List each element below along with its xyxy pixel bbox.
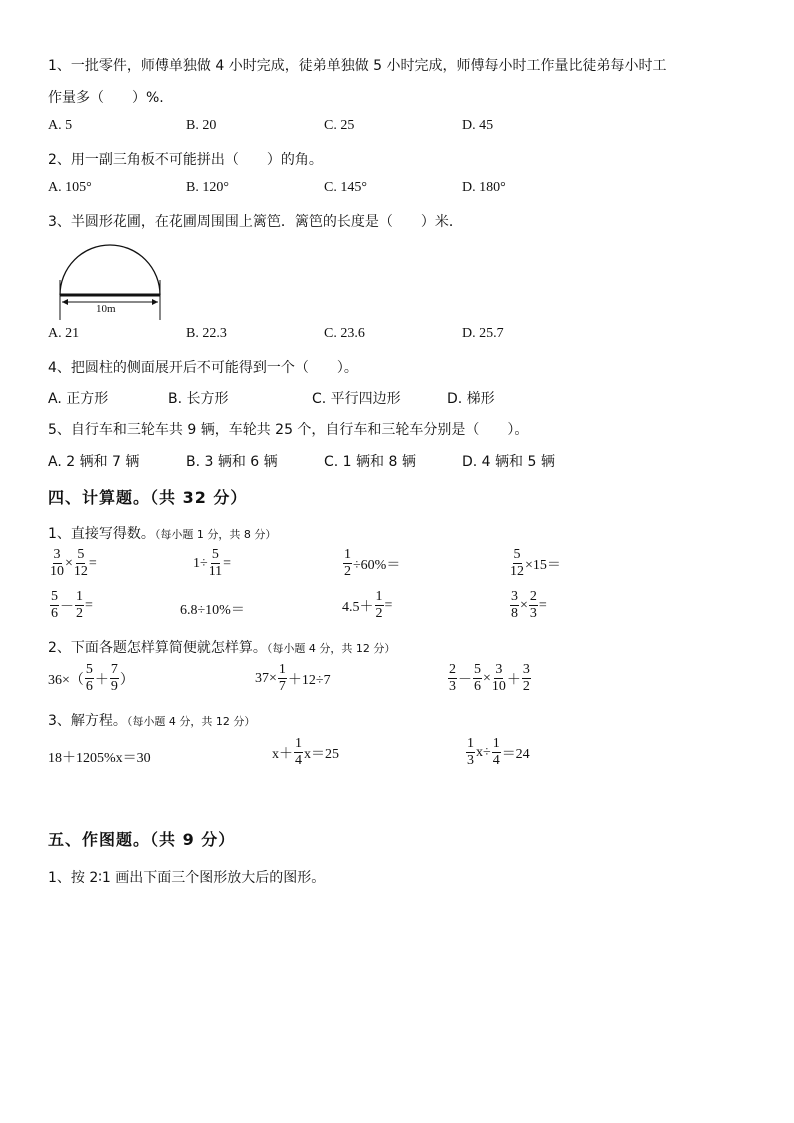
section-5-heading: 五、作图题。（共 9 分）: [48, 830, 236, 849]
part-1-note: （每小题 1 分，共 8 分）: [154, 528, 277, 541]
question-3: 3、半圆形花圃，在花圃周围围上篱笆．篱笆的长度是（ ）米．: [48, 214, 463, 230]
fraction: $\frac{5}{11}$: [208, 547, 223, 579]
part-2-title-text: 2、下面各题怎样算简便就怎样算。: [48, 640, 267, 656]
part-3-title-text: 3、解方程。: [48, 713, 127, 729]
calc-1-1: $\frac{3}{10}$ × $\frac{5}{12}$ =: [50, 547, 97, 579]
q3-option-a: A. 21: [48, 326, 80, 341]
question-2: 2、用一副三角板不可能拼出（ ）的角。: [48, 152, 323, 168]
fraction: $\frac{3}{10}$: [50, 547, 64, 579]
fraction: $\frac{1}{2}$: [344, 547, 351, 579]
calc-1-5: $\frac{5}{6}$ － $\frac{1}{2}$ =: [51, 589, 93, 621]
fraction: $\frac{1}{2}$: [76, 589, 83, 621]
dimension-arrow-right: [152, 299, 158, 305]
fraction: $\frac{3}{2}$: [522, 662, 530, 694]
figure-label: 10m: [96, 303, 116, 315]
fraction: $\frac{1}{3}$: [467, 736, 474, 768]
fraction: $\frac{1}{4}$: [492, 736, 500, 768]
q5-option-b: B. 3 辆和 6 辆: [186, 454, 278, 470]
q1-option-c: C. 25: [324, 118, 355, 133]
part-2-note: （每小题 4 分，共 12 分）: [266, 642, 396, 655]
q2-option-a: A. 105°: [48, 180, 92, 195]
fraction: $\frac{5}{6}$: [51, 589, 58, 621]
q2-option-b: B. 120°: [186, 180, 229, 195]
question-1-line2: 作量多（ ）%.: [48, 90, 164, 106]
q5-option-a: A. 2 辆和 7 辆: [48, 454, 140, 470]
question-4: 4、把圆柱的侧面展开后不可能得到一个（ ）。: [48, 360, 358, 376]
fraction: $\frac{2}{3}$: [449, 662, 456, 694]
calc-2-3: $\frac{2}{3}$ － $\frac{5}{6}$ × $\frac{3}{10}$ ＋ $\frac{3}{2}$: [449, 662, 530, 694]
equation-3: $\frac{1}{3}$ x÷ $\frac{1}{4}$ ＝24: [467, 736, 530, 768]
q1-option-a: A. 5: [48, 118, 73, 133]
fraction: $\frac{5}{12}$: [73, 547, 88, 579]
section-5-question-1: 1、按 2∶1 画出下面三个图形放大后的图形。: [48, 870, 326, 886]
question-5: 5、自行车和三轮车共 9 辆，车轮共 25 个，自行车和三轮车分别是（ ）。: [48, 422, 529, 438]
part-2-title: [48, 637, 395, 657]
calc-1-2: 1÷ $\frac{5}{11}$ =: [193, 547, 232, 579]
dimension-arrow-left: [62, 299, 68, 305]
section-4-heading: 四、计算题。（共 32 分）: [48, 488, 248, 507]
q3-option-d: D. 25.7: [462, 326, 504, 341]
q3-option-c: C. 23.6: [324, 326, 365, 341]
calc-2-2: 37× $\frac{1}{7}$ ＋12÷7: [255, 662, 331, 694]
q5-option-c: C. 1 辆和 8 辆: [324, 454, 416, 470]
q4-option-a: A. 正方形: [48, 391, 109, 407]
fraction: $\frac{7}{9}$: [110, 662, 118, 694]
calc-1-6: 6.8÷10%＝: [180, 603, 245, 618]
fraction: $\frac{3}{10}$: [491, 662, 506, 694]
calc-1-8: $\frac{3}{8}$ × $\frac{2}{3}$ =: [511, 589, 547, 621]
part-3-note: （每小题 4 分，共 12 分）: [126, 715, 256, 728]
fraction: $\frac{1}{2}$: [375, 589, 383, 621]
fraction: $\frac{1}{4}$: [295, 736, 302, 768]
fraction: $\frac{5}{6}$: [85, 662, 93, 694]
q5-option-d: D. 4 辆和 5 辆: [462, 454, 555, 470]
part-3-title: [48, 710, 255, 730]
q4-option-d: D. 梯形: [447, 391, 495, 407]
part-1-title-text: 1、直接写得数。: [48, 526, 155, 542]
fraction: $\frac{5}{12}$: [510, 547, 524, 579]
semicircle-arc: [60, 245, 160, 295]
q3-option-b: B. 22.3: [186, 326, 227, 341]
q1-option-b: B. 20: [186, 118, 217, 133]
calc-1-7: 4.5＋ $\frac{1}{2}$ =: [342, 589, 393, 621]
fraction: $\frac{3}{8}$: [511, 589, 518, 621]
calc-2-1: 36×（ $\frac{5}{6}$ ＋ $\frac{7}{9}$ ）: [48, 662, 134, 694]
q4-option-b: B. 长方形: [168, 391, 229, 407]
calc-1-3: $\frac{1}{2}$ ÷60%＝: [344, 547, 401, 579]
question-1-line1: 1、一批零件，师傅单独做 4 小时完成，徒弟单独做 5 小时完成，师傅每小时工作量比徒弟每小时工: [48, 58, 667, 74]
equation-2: x＋ $\frac{1}{4}$ x＝25: [272, 736, 339, 768]
fraction: $\frac{1}{7}$: [278, 662, 286, 694]
fraction: $\frac{2}{3}$: [529, 589, 537, 621]
equation-1: 18＋1205%x＝30: [48, 751, 151, 766]
calc-1-4: $\frac{5}{12}$ ×15＝: [510, 547, 561, 579]
q1-option-d: D. 45: [462, 118, 494, 133]
fraction: $\frac{5}{6}$: [474, 662, 481, 694]
part-1-title: [48, 523, 276, 543]
q2-option-d: D. 180°: [462, 180, 506, 195]
q2-option-c: C. 145°: [324, 180, 367, 195]
q4-option-c: C. 平行四边形: [312, 391, 401, 407]
